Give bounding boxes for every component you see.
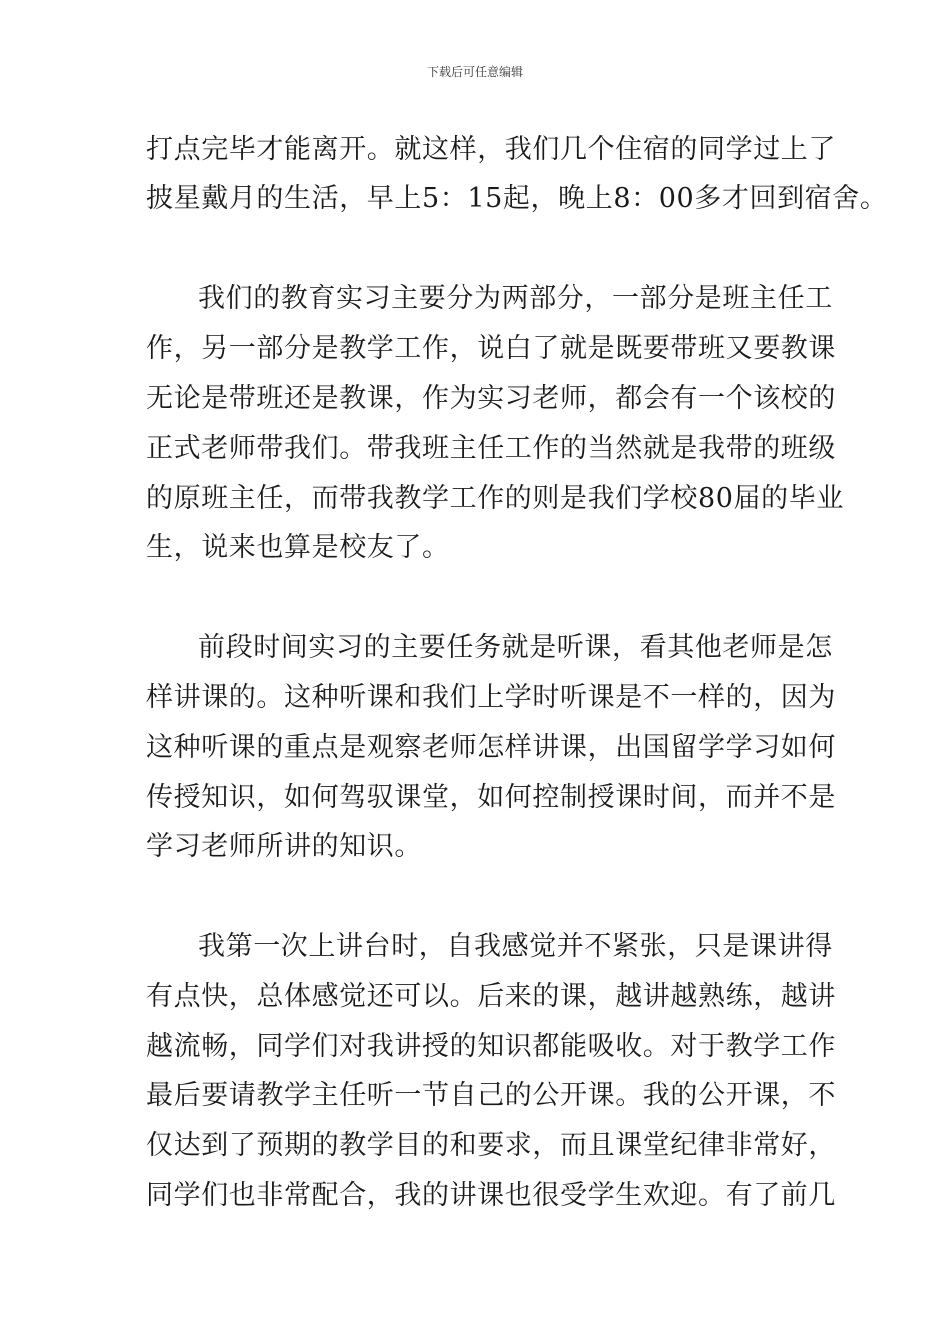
paragraph-2-line-5: 的原班主任，而带我教学工作的则是我们学校80届的毕业 [146,483,844,514]
paragraph-2-line-1: 我们的教育实习主要分为两部分，一部分是班主任工 [198,283,833,314]
paragraph-3-line-4: 传授知识，如何驾驭课堂，如何控制授课时间，而并不是 [146,782,836,813]
paragraph-2-line-3: 无论是带班还是教课，作为实习老师，都会有一个该校的 [146,383,836,414]
paragraph-4-line-5: 仅达到了预期的教学目的和要求，而且课堂纪律非常好， [146,1130,836,1161]
paragraph-3-line-5: 学习老师所讲的知识。 [146,831,422,862]
paragraph-3-line-2: 样讲课的。这种听课和我们上学时听课是不一样的，因为 [146,682,836,713]
paragraph-3-line-1: 前段时间实习的主要任务就是听课，看其他老师是怎 [198,632,833,663]
page-header: 下载后可任意编辑 [426,65,523,79]
paragraph-4-line-3: 越流畅，同学们对我讲授的知识都能吸收。对于教学工作 [146,1031,836,1062]
paragraph-2-line-6: 生，说来也算是校友了。 [146,532,450,563]
paragraph-2-line-4: 正式老师带我们。带我班主任工作的当然就是我带的班级 [146,433,836,464]
paragraph-4-line-6: 同学们也非常配合，我的讲课也很受学生欢迎。有了前几 [146,1180,836,1211]
paragraph-4-line-2: 有点快，总体感觉还可以。后来的课，越讲越熟练，越讲 [146,981,836,1012]
paragraph-4-line-1: 我第一次上讲台时，自我感觉并不紧张，只是课讲得 [198,931,833,962]
paragraph-2-line-2: 作，另一部分是教学工作，说白了就是既要带班又要教课 [146,333,836,364]
paragraph-4-line-4: 最后要请教学主任听一节自己的公开课。我的公开课，不 [146,1080,836,1111]
paragraph-3-line-3: 这种听课的重点是观察老师怎样讲课，出国留学学习如何 [146,732,836,763]
paragraph-1-line-2: 披星戴月的生活，早上5：15起，晚上8：00多才回到宿舍。 [146,183,888,214]
paragraph-1-line-1: 打点完毕才能离开。就这样，我们几个住宿的同学过上了 [146,134,836,165]
